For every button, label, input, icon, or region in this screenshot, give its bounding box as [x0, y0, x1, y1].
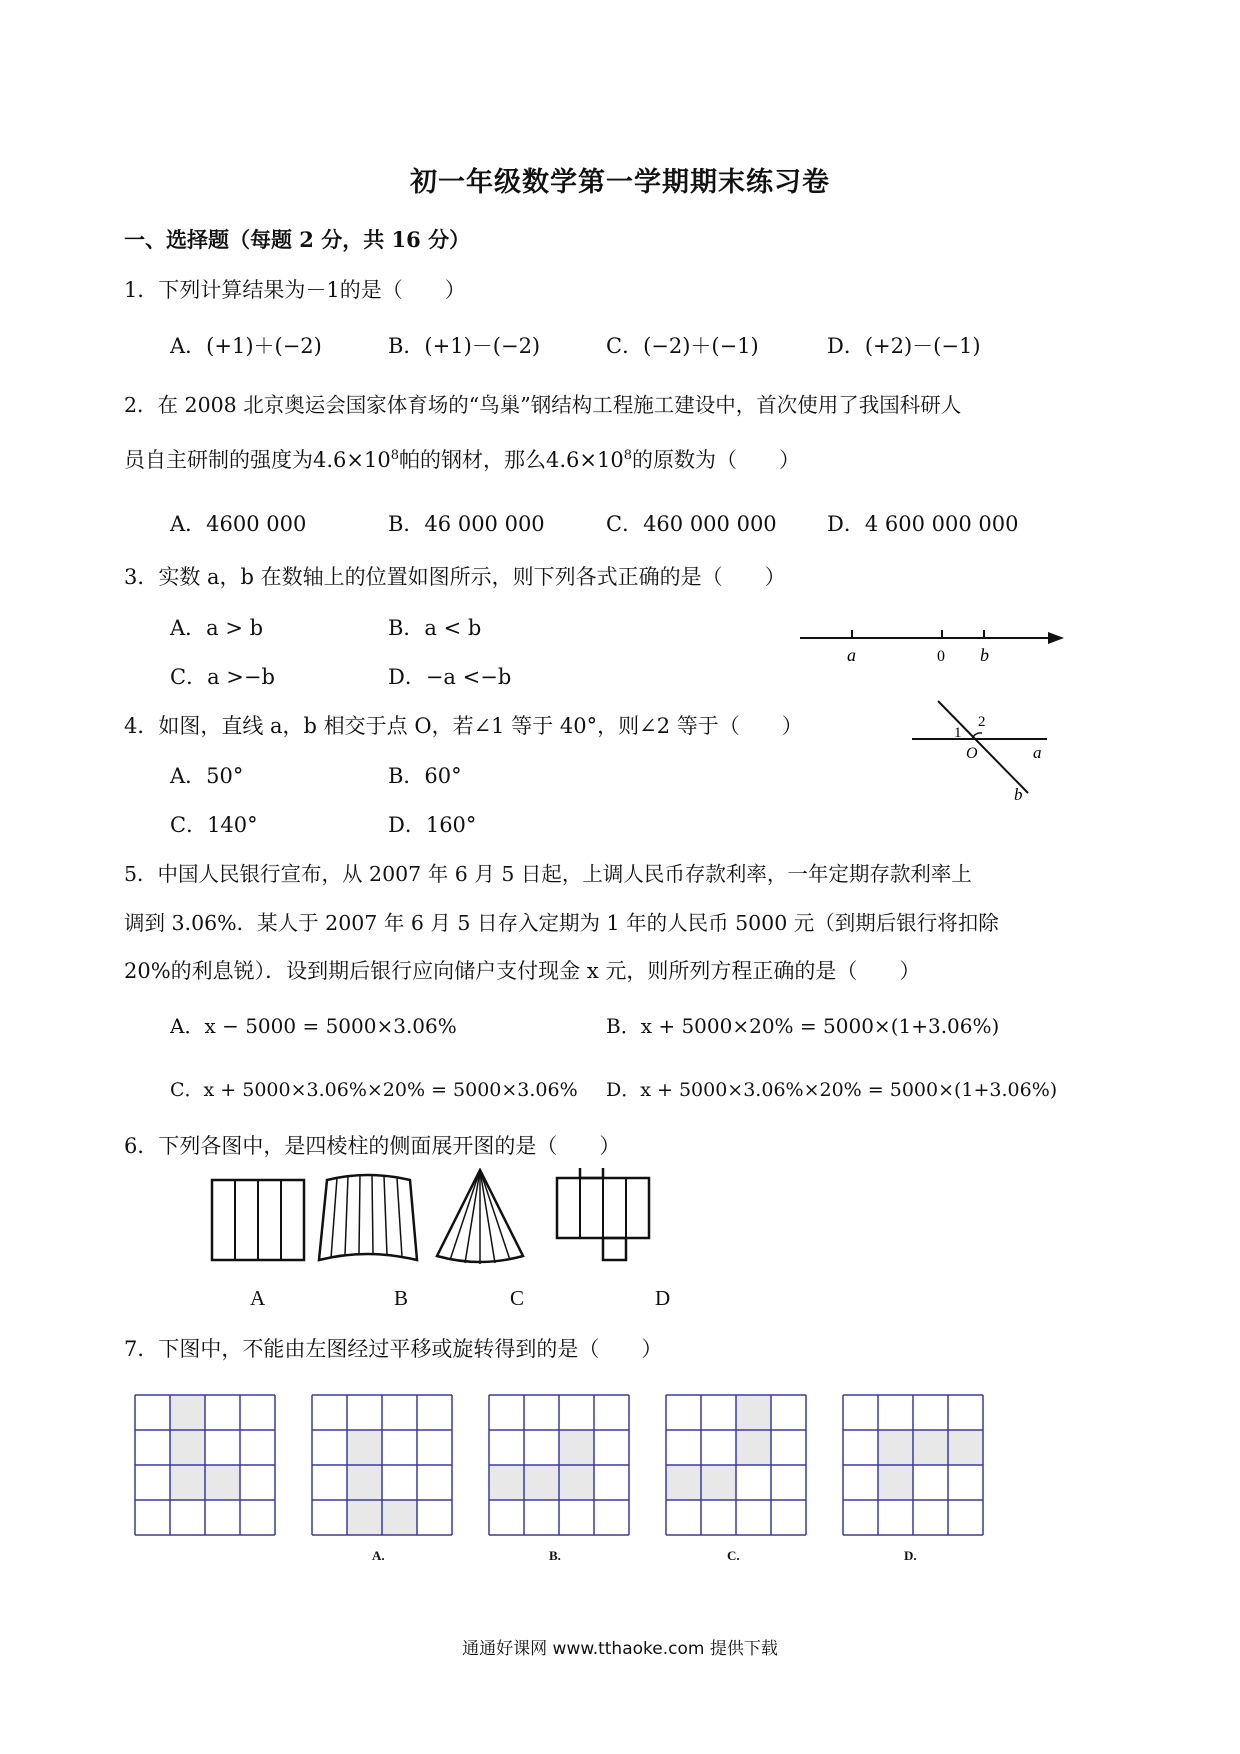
number-line-arrow	[1048, 632, 1064, 644]
shaded-cell	[347, 1465, 382, 1500]
grid-option-d	[843, 1395, 983, 1535]
q5-line1: 5．中国人民银行宣布，从 2007 年 6 月 5 日起，上调人民币存款利率，一年定期存款利率上	[124, 862, 972, 886]
shaded-cell	[701, 1465, 736, 1500]
q6-label-c: C	[510, 1286, 525, 1310]
q7-label-d: D.	[904, 1548, 917, 1563]
intersecting-lines-figure	[910, 695, 1060, 805]
shaded-cell	[878, 1430, 913, 1465]
q5-line3: 20%的利息锐）．设到期后银行应向储户支付现金 x 元，则所列方程正确的是（ ）	[124, 959, 921, 983]
figure-b-curved-band	[319, 1175, 417, 1260]
q2-line2-part3: 的原数为（ ）	[632, 448, 800, 472]
shaded-cell	[347, 1430, 382, 1465]
number-line-figure	[790, 618, 1070, 668]
q2-exponent: 8	[390, 448, 399, 463]
angle-2-label: 2	[978, 714, 986, 730]
q6-label-a: A	[250, 1286, 266, 1310]
q3-option-a: A．a > b	[170, 616, 264, 640]
figure-c-sector	[437, 1170, 523, 1264]
q7-label-b: B.	[549, 1548, 561, 1563]
q4-stem: 4．如图，直线 a，b 相交于点 O，若∠1 等于 40°，则∠2 等于（ ）	[124, 714, 803, 738]
line-a-label: a	[1033, 743, 1042, 762]
q5-option-c: C．x + 5000×3.06%×20% = 5000×3.06%	[170, 1079, 578, 1101]
point-o-label: O	[966, 745, 978, 762]
q7-label-c: C.	[727, 1548, 740, 1563]
grid-option-a	[312, 1395, 452, 1535]
q5-option-a: A．x − 5000 = 5000×3.06%	[170, 1014, 457, 1038]
q2-line2	[124, 444, 800, 474]
q3-option-d: D．−a <−b	[388, 665, 512, 689]
shaded-cell	[666, 1465, 701, 1500]
q4-option-a: A．50°	[170, 764, 244, 788]
shaded-cell	[170, 1395, 205, 1430]
label-b: b	[980, 645, 989, 665]
shaded-cell	[347, 1500, 382, 1535]
q6-figures	[205, 1168, 665, 1268]
q7-stem: 7．下图中，不能由左图经过平移或旋转得到的是（ ）	[124, 1337, 663, 1361]
footer-source: 通通好课网 www.tthaoke.com 提供下载	[462, 1639, 778, 1659]
q6-label-d: D	[655, 1286, 671, 1310]
q5-option-b: B．x + 5000×20% = 5000×(1+3.06%)	[606, 1014, 1000, 1038]
q4-option-d: D．160°	[388, 813, 477, 837]
q5-line2: 调到 3.06%．某人于 2007 年 6 月 5 日存入定期为 1 年的人民币 5000 元（到期后银行将扣除	[124, 911, 999, 935]
q7-grids	[130, 1390, 1010, 1540]
q6-stem: 6．下列各图中，是四棱柱的侧面展开图的是（ ）	[124, 1134, 621, 1158]
angle-1-label: 1	[954, 725, 962, 741]
q2-option-b: B．46 000 000	[388, 512, 545, 536]
q4-option-b: B．60°	[388, 764, 462, 788]
shaded-cell	[382, 1500, 417, 1535]
shaded-cell	[948, 1430, 983, 1465]
q1-stem: 1．下列计算结果为－1的是（ ）	[124, 278, 466, 302]
q2-line2-part2: 帕的钢材，那么4.6×10	[399, 448, 624, 472]
shaded-cell	[736, 1395, 771, 1430]
q1-option-a: A．(+1)＋(−2)	[170, 334, 322, 358]
shaded-cell	[170, 1430, 205, 1465]
section-heading: 一、选择题（每题 2 分，共 16 分）	[124, 227, 471, 252]
shaded-cell	[736, 1430, 771, 1465]
q6-label-b: B	[394, 1286, 409, 1310]
q2-option-a: A．4600 000	[170, 512, 307, 536]
q2-exponent-2: 8	[623, 448, 632, 463]
label-a: a	[847, 645, 856, 665]
q3-option-c: C．a >−b	[170, 665, 275, 689]
figure-a-unfolded-prism	[212, 1180, 304, 1260]
shaded-cell	[524, 1465, 559, 1500]
q2-option-d: D．4 600 000 000	[827, 512, 1019, 536]
q3-option-b: B．a < b	[388, 616, 482, 640]
page-title: 初一年级数学第一学期期末练习卷	[410, 167, 830, 198]
q4-option-c: C．140°	[170, 813, 258, 837]
shaded-cell	[489, 1465, 524, 1500]
q2-line1: 2．在 2008 北京奥运会国家体育场的“鸟巢”钢结构工程施工建设中，首次使用了我国科研人	[124, 393, 962, 417]
label-zero: 0	[937, 648, 945, 665]
q7-label-a: A.	[372, 1548, 385, 1563]
q2-line2-part1: 员自主研制的强度为4.6×10	[124, 448, 391, 472]
shaded-cell	[559, 1465, 594, 1500]
shaded-cell	[913, 1430, 948, 1465]
shaded-cell	[205, 1465, 240, 1500]
q1-option-c: C．(−2)＋(−1)	[606, 334, 759, 358]
q2-option-c: C．460 000 000	[606, 512, 777, 536]
grid-option-b	[489, 1395, 629, 1535]
grid-original	[135, 1395, 275, 1535]
figure-d-net	[557, 1168, 649, 1260]
q5-option-d: D．x + 5000×3.06%×20% = 5000×(1+3.06%)	[606, 1079, 1058, 1101]
shaded-cell	[170, 1465, 205, 1500]
q3-stem: 3．实数 a，b 在数轴上的位置如图所示，则下列各式正确的是（ ）	[124, 565, 786, 589]
q1-option-b: B．(+1)－(−2)	[388, 334, 541, 358]
line-b-label: b	[1014, 785, 1023, 804]
grid-option-c	[666, 1395, 806, 1535]
shaded-cell	[559, 1430, 594, 1465]
shaded-cell	[878, 1465, 913, 1500]
q1-option-d: D．(+2)－(−1)	[827, 334, 981, 358]
